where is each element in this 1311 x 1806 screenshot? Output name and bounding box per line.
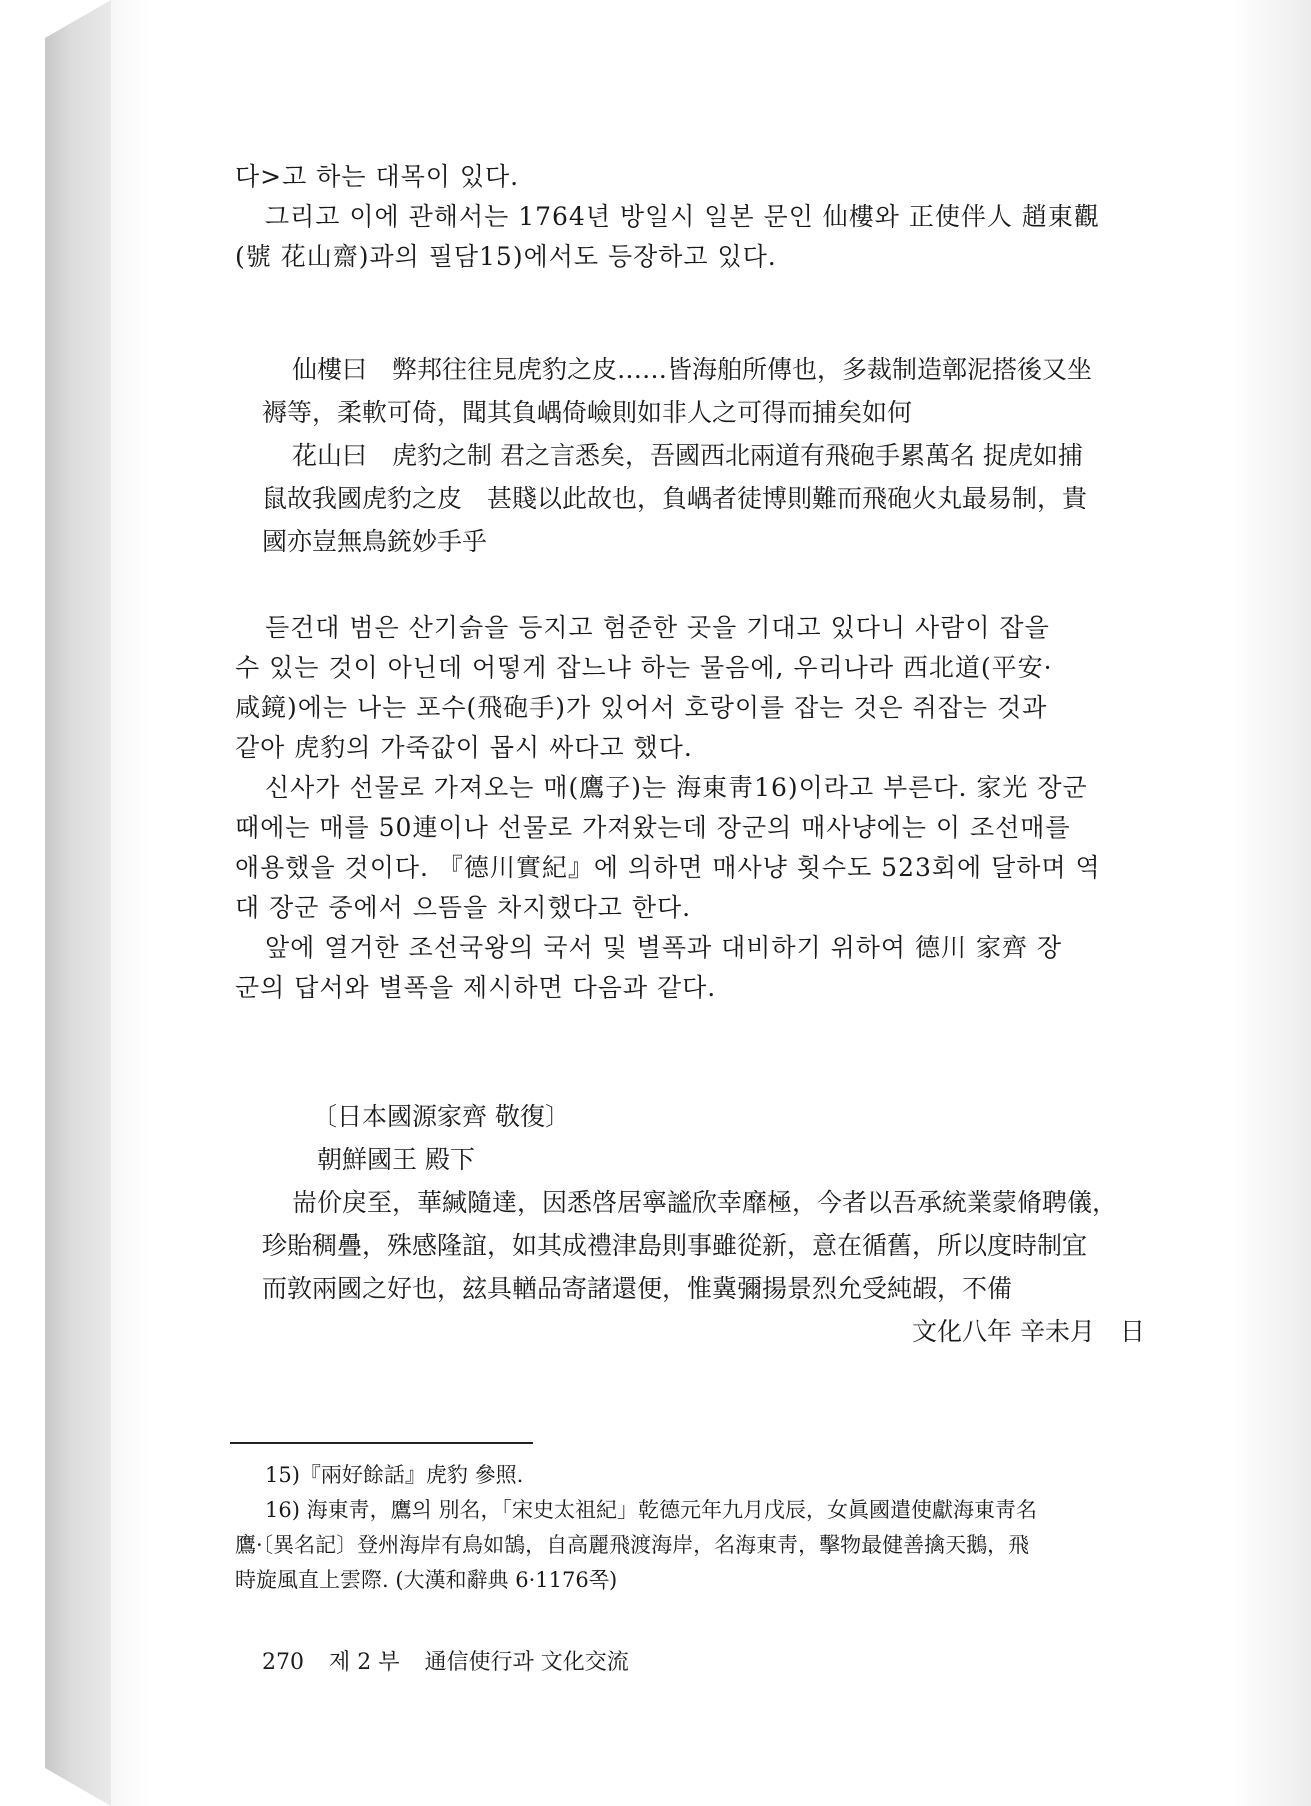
text-line: 애용했을 것이다. 『德川實紀』에 의하면 매사냥 횟수도 523회에 달하며 역 (235, 853, 1101, 882)
text-line: 군의 답서와 별폭을 제시하면 다음과 같다. (235, 973, 717, 1002)
part-title: 通信使行과 文化交流 (424, 1650, 629, 1675)
page-number: 270 (262, 1650, 304, 1675)
quote-block-2 (262, 1095, 1180, 1353)
part-label: 제 2 부 (329, 1650, 400, 1675)
letter-heading: 〔日本國源家齊 敬復〕 (312, 1102, 570, 1131)
letter-date: 文化八年 辛未月 日 (912, 1317, 1145, 1346)
footnote-line: 時旋風直上雲際. (大漢和辭典 6·1176쪽) (235, 1568, 618, 1592)
book-edge (45, 0, 111, 1806)
text-line: 대 장군 중에서 으뜸을 차지했다고 한다. (235, 893, 692, 922)
quote-line: 而敦兩國之好也，玆具輶品寄諸還便，惟冀彌揚景烈允受純嘏，不備 (262, 1274, 1013, 1303)
footnote-divider (230, 1442, 533, 1444)
text-line: 앞에 열거한 조선국왕의 국서 및 별폭과 대비하기 위하여 德川 家齊 장 (265, 933, 1063, 962)
text-line: 다>고 하는 대목이 있다. (235, 162, 520, 191)
quote-line: 耑价戾至，華緘隨達，因悉啓居寧謐欣幸靡極，今者以吾承統業蒙脩聘儀， (292, 1188, 1118, 1217)
footnote-line: 16) 海東靑，鷹의 別名，「宋史太祖紀」乾德元年九月戊辰，女眞國遣使獻海東靑名 (265, 1498, 1038, 1522)
quote-line: 鼠故我國虎豹之皮 甚賤以此故也，負嵎者徒博則難而飛砲火丸最易制，貴 (262, 484, 1088, 513)
page-footer (262, 1645, 647, 1676)
text-line: 수 있는 것이 아닌데 어떻게 잡느냐 하는 물음에, 우리나라 西北道(平安· (235, 653, 1053, 682)
quote-line: 仙樓曰 弊邦往往見虎豹之皮……皆海舶所傳也，多裁制造鄣泥搭後又坐 (292, 355, 1093, 384)
text-line: 신사가 선물로 가져오는 매(鷹子)는 海東靑16)이라고 부른다. 家光 장군 (265, 773, 1088, 802)
footnotes (235, 1458, 1180, 1598)
text-line: (號 花山齋)과의 필담15)에서도 등장하고 있다. (235, 242, 777, 271)
text-line: 그리고 이에 관해서는 1764년 방일시 일본 문인 仙樓와 正使伴人 趙東觀 (265, 202, 1100, 231)
quote-line: 褥等，柔軟可倚，聞其負嵎倚嶮則如非人之可得而捕矣如何 (262, 398, 913, 427)
footnote-line: 鷹·〔異名記〕登州海岸有鳥如鵠，自高麗飛渡海岸，名海東靑，擊物最健善擒天鵝，飛 (235, 1533, 1030, 1557)
footnote-line: 15)『兩好餘話』虎豹 參照. (265, 1463, 524, 1487)
letter-addressee: 朝鮮國王 殿下 (317, 1145, 475, 1174)
quote-line: 珍貽稠疊，殊感隆誼，如其成禮津島則事雖從新，意在循舊，所以度時制宜 (262, 1231, 1088, 1260)
text-line: 咸鏡)에는 나는 포수(飛砲手)가 있어서 호랑이를 잡는 것은 쥐잡는 것과 (235, 693, 1048, 722)
quote-block-1 (262, 348, 1180, 563)
text-line: 때에는 매를 50連이나 선물로 가져왔는데 장군의 매사냥에는 이 조선매를 (235, 813, 1071, 842)
text-line: 같아 虎豹의 가죽값이 몹시 싸다고 했다. (235, 733, 693, 762)
text-line: 듣건대 범은 산기슭을 등지고 험준한 곳을 기대고 있다니 사람이 잡을 (265, 613, 1050, 642)
paragraph-2 (235, 608, 1180, 1008)
paragraph-1 (235, 157, 1180, 277)
quote-line: 國亦豈無鳥銃妙手乎 (262, 527, 488, 556)
quote-line: 花山曰 虎豹之制 君之言悉矣，吾國西北兩道有飛砲手累萬名 捉虎如捕 (292, 441, 1083, 470)
